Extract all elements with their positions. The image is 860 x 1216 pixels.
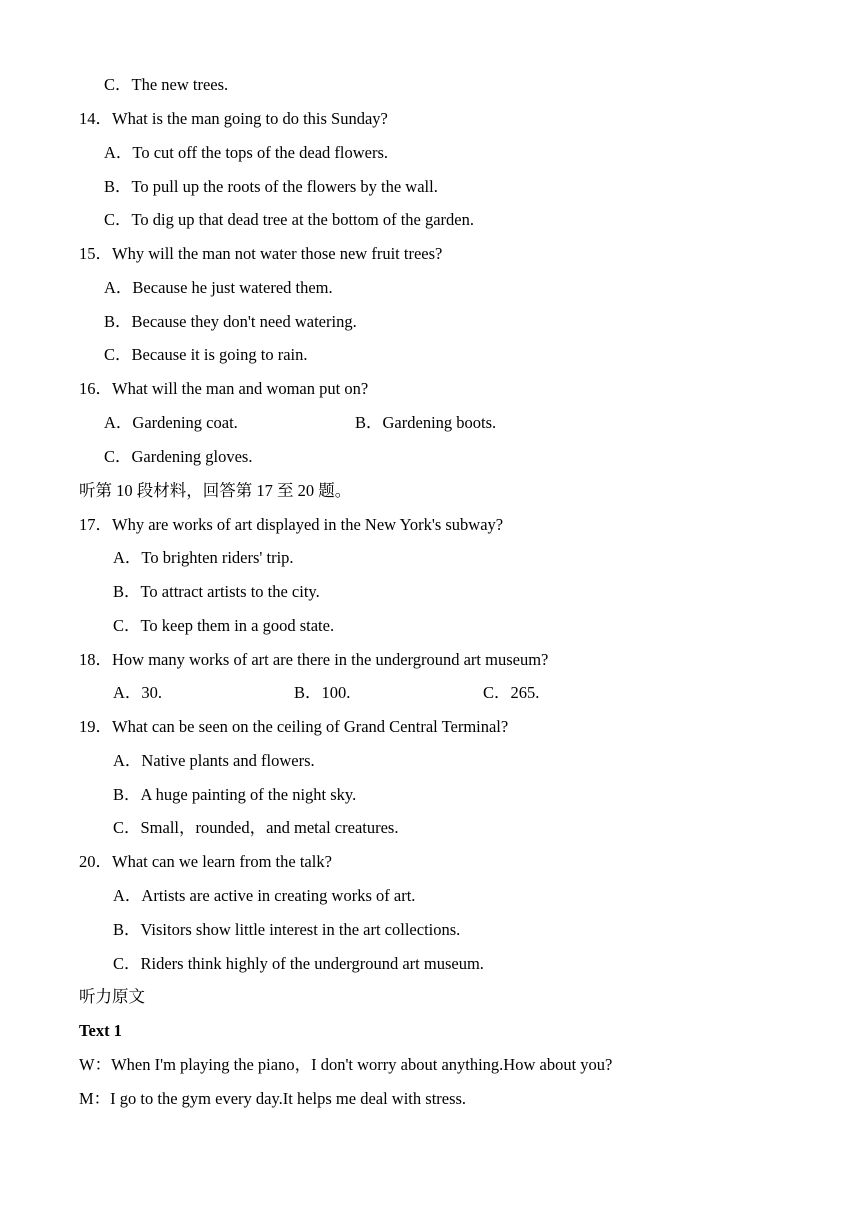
q19-option-c: C．Small，rounded，and metal creatures. (113, 818, 399, 837)
question-18: 18．How many works of art are there in the underground art museum? (79, 650, 549, 669)
q14-option-a: A．To cut off the tops of the dead flowers. (104, 143, 389, 162)
q20-option-c: C．Riders think highly of the underground art museum. (113, 954, 484, 973)
question-14: 14．What is the man going to do this Sunday? (79, 109, 388, 128)
transcript-heading: 听力原文 (79, 987, 145, 1006)
q19-option-a: A．Native plants and flowers. (113, 751, 315, 770)
q20-option-b: B．Visitors show little interest in the art collections. (113, 920, 461, 939)
transcript-line-w: W：When I'm playing the piano，I don't worry about anything.How about you? (79, 1055, 613, 1074)
text-1-heading: Text 1 (79, 1021, 122, 1040)
q16-option-a: A．Gardening coat. (104, 413, 238, 432)
question-19: 19．What can be seen on the ceiling of Grand Central Terminal? (79, 717, 509, 736)
q14-option-c: C．To dig up that dead tree at the bottom of the garden. (104, 210, 474, 229)
q15-option-c: C．Because it is going to rain. (104, 345, 308, 364)
q13-option-c: C．The new trees. (104, 75, 229, 94)
q16-option-c: C．Gardening gloves. (104, 447, 253, 466)
q18-option-b: B．100. (294, 683, 351, 702)
question-16: 16．What will the man and woman put on? (79, 379, 369, 398)
q20-option-a: A．Artists are active in creating works of art. (113, 886, 416, 905)
transcript-line-m: M：I go to the gym every day.It helps me deal with stress. (79, 1089, 467, 1108)
q17-option-c: C．To keep them in a good state. (113, 616, 335, 635)
question-15: 15．Why will the man not water those new fruit trees? (79, 244, 443, 263)
section-instruction: 听第 10 段材料，回答第 17 至 20 题。 (79, 481, 352, 500)
q18-option-a: A．30. (113, 683, 163, 702)
q15-option-b: B．Because they don't need watering. (104, 312, 357, 331)
q18-option-c: C．265. (483, 683, 540, 702)
question-20: 20．What can we learn from the talk? (79, 852, 332, 871)
question-17: 17．Why are works of art displayed in the New York's subway? (79, 515, 504, 534)
q17-option-a: A．To brighten riders' trip. (113, 548, 294, 567)
q15-option-a: A．Because he just watered them. (104, 278, 333, 297)
q14-option-b: B．To pull up the roots of the flowers by the wall. (104, 177, 438, 196)
q17-option-b: B．To attract artists to the city. (113, 582, 320, 601)
q19-option-b: B．A huge painting of the night sky. (113, 785, 357, 804)
q16-option-b: B．Gardening boots. (355, 413, 497, 432)
